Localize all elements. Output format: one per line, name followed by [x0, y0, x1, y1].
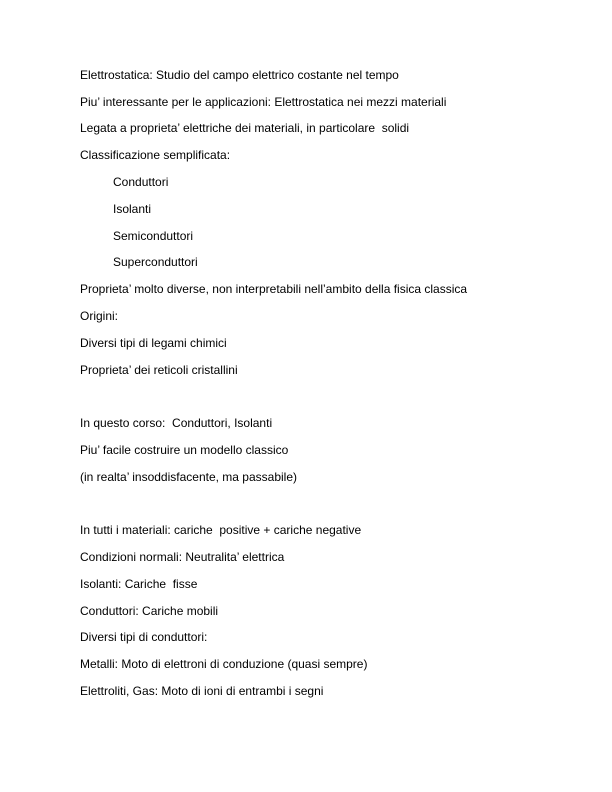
- text-line: Legata a proprieta’ elettriche dei materiali, in particolare solidi: [80, 121, 410, 135]
- text-line: (in realta’ insoddisfacente, ma passabile): [80, 470, 298, 484]
- text-line: Elettroliti, Gas: Moto di ioni di entrambi i segni: [80, 684, 324, 698]
- text-line: Diversi tipi di conduttori:: [80, 630, 208, 644]
- text-line: Metalli: Moto di elettroni di conduzione (quasi sempre): [80, 657, 368, 671]
- text-line: In questo corso: Conduttori, Isolanti: [80, 416, 273, 430]
- text-line: Proprieta’ molto diverse, non interpretabili nell’ambito della fisica classica: [80, 282, 468, 296]
- text-line: In tutti i materiali: cariche positive + cariche negative: [80, 523, 362, 537]
- text-line: Origini:: [80, 309, 119, 323]
- text-line: Piu’ facile costruire un modello classico: [80, 443, 289, 457]
- text-line: Elettrostatica: Studio del campo elettrico costante nel tempo: [80, 68, 399, 82]
- text-line: Condizioni normali: Neutralita’ elettrica: [80, 550, 285, 564]
- list-item: Isolanti: [113, 202, 152, 216]
- text-line: Piu’ interessante per le applicazioni: Elettrostatica nei mezzi materiali: [80, 95, 447, 109]
- text-line: Diversi tipi di legami chimici: [80, 336, 227, 350]
- list-item: Semiconduttori: [113, 229, 194, 243]
- text-line: Conduttori: Cariche mobili: [80, 604, 219, 618]
- text-line: Isolanti: Cariche fisse: [80, 577, 198, 591]
- list-item: Conduttori: [113, 175, 169, 189]
- text-line: Proprieta’ dei reticoli cristallini: [80, 363, 238, 377]
- list-item: Superconduttori: [113, 255, 198, 269]
- text-line: Classificazione semplificata:: [80, 148, 231, 162]
